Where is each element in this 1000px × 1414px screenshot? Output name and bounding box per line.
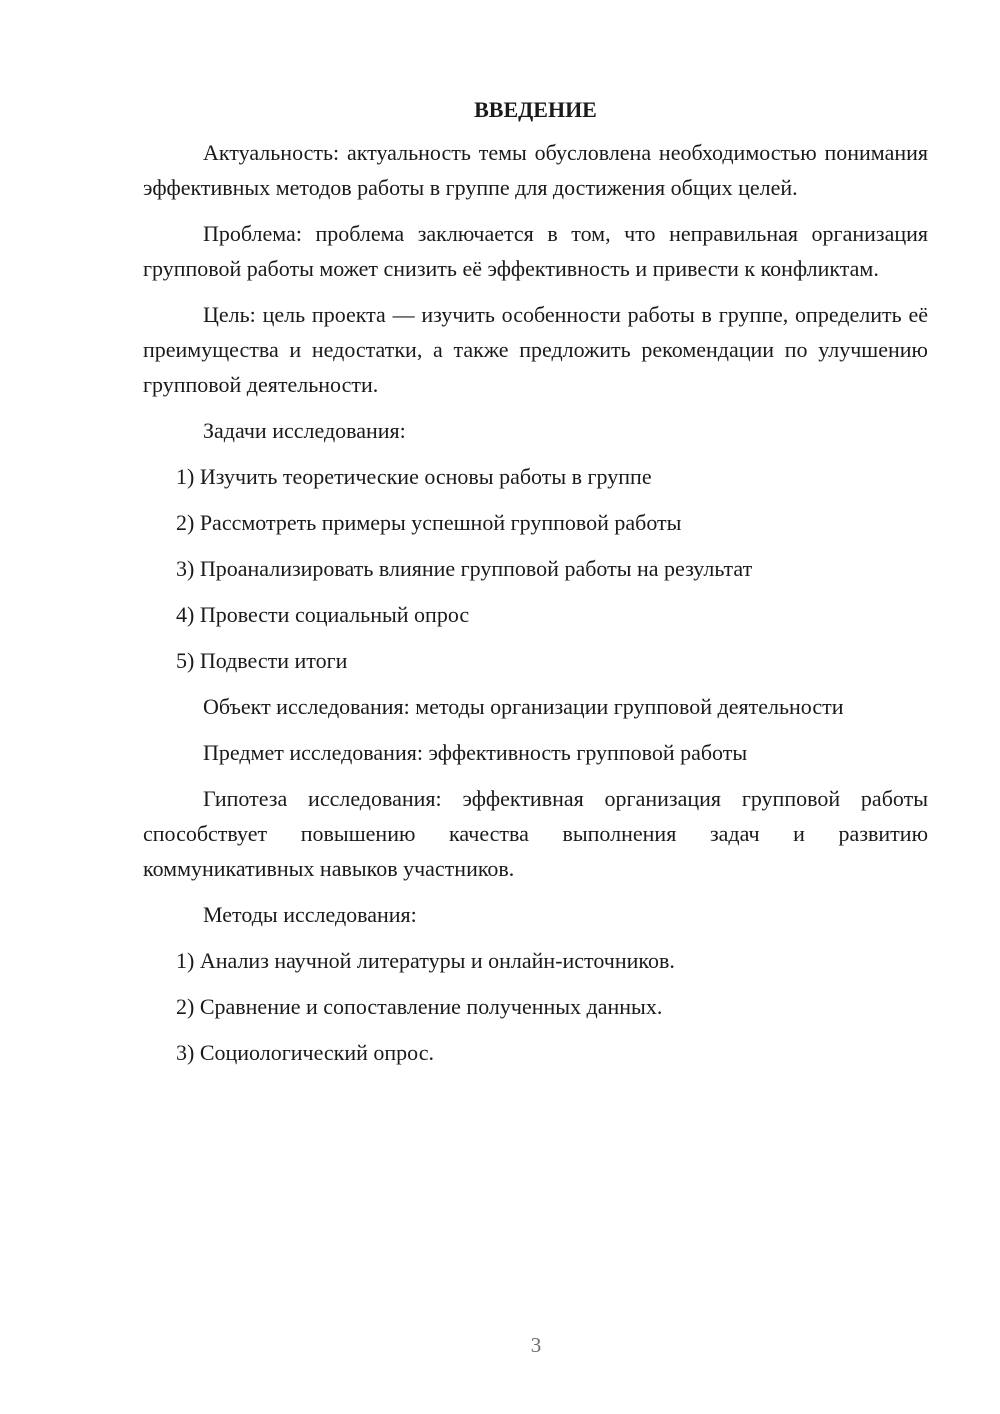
page-number: 3 — [530, 1333, 542, 1357]
section-title: ВВЕДЕНИЕ — [474, 97, 597, 122]
relevance-paragraph: Актуальность: актуальность темы обусловлена необходимостью понимания эффективных методов работы в группе для достижения общих целей. — [143, 140, 928, 200]
document-page — [143, 92, 928, 1081]
subject-paragraph: Предмет исследования: эффективность групповой работы — [203, 740, 748, 765]
goal-paragraph: Цель: цель проекта — изучить особенности работы в группе, определить её преимущества и недостатки, а также предложить рекомендации по улучшению групповой деятельности. — [143, 302, 928, 397]
methods-heading: Методы исследования: — [203, 902, 417, 927]
method-item: 3) Социологический опрос. — [176, 1040, 434, 1065]
task-item: 5) Подвести итоги — [176, 648, 348, 673]
task-item: 4) Провести социальный опрос — [176, 602, 470, 627]
hypothesis-paragraph: Гипотеза исследования: эффективная организация групповой работы способствует повышению качества выполнения задач и развитию коммуникативных навыков участников. — [143, 786, 928, 881]
method-item: 2) Сравнение и сопоставление полученных данных. — [176, 994, 663, 1019]
problem-paragraph: Проблема: проблема заключается в том, что неправильная организация групповой работы может снизить её эффективность и привести к конфликтам. — [143, 221, 928, 281]
tasks-heading: Задачи исследования: — [203, 418, 406, 443]
task-item: 2) Рассмотреть примеры успешной групповой работы — [176, 510, 682, 535]
task-item: 1) Изучить теоретические основы работы в группе — [176, 464, 652, 489]
task-item: 3) Проанализировать влияние групповой работы на результат — [176, 556, 753, 581]
object-paragraph: Объект исследования: методы организации групповой деятельности — [203, 694, 844, 719]
method-item: 1) Анализ научной литературы и онлайн-источников. — [176, 948, 675, 973]
